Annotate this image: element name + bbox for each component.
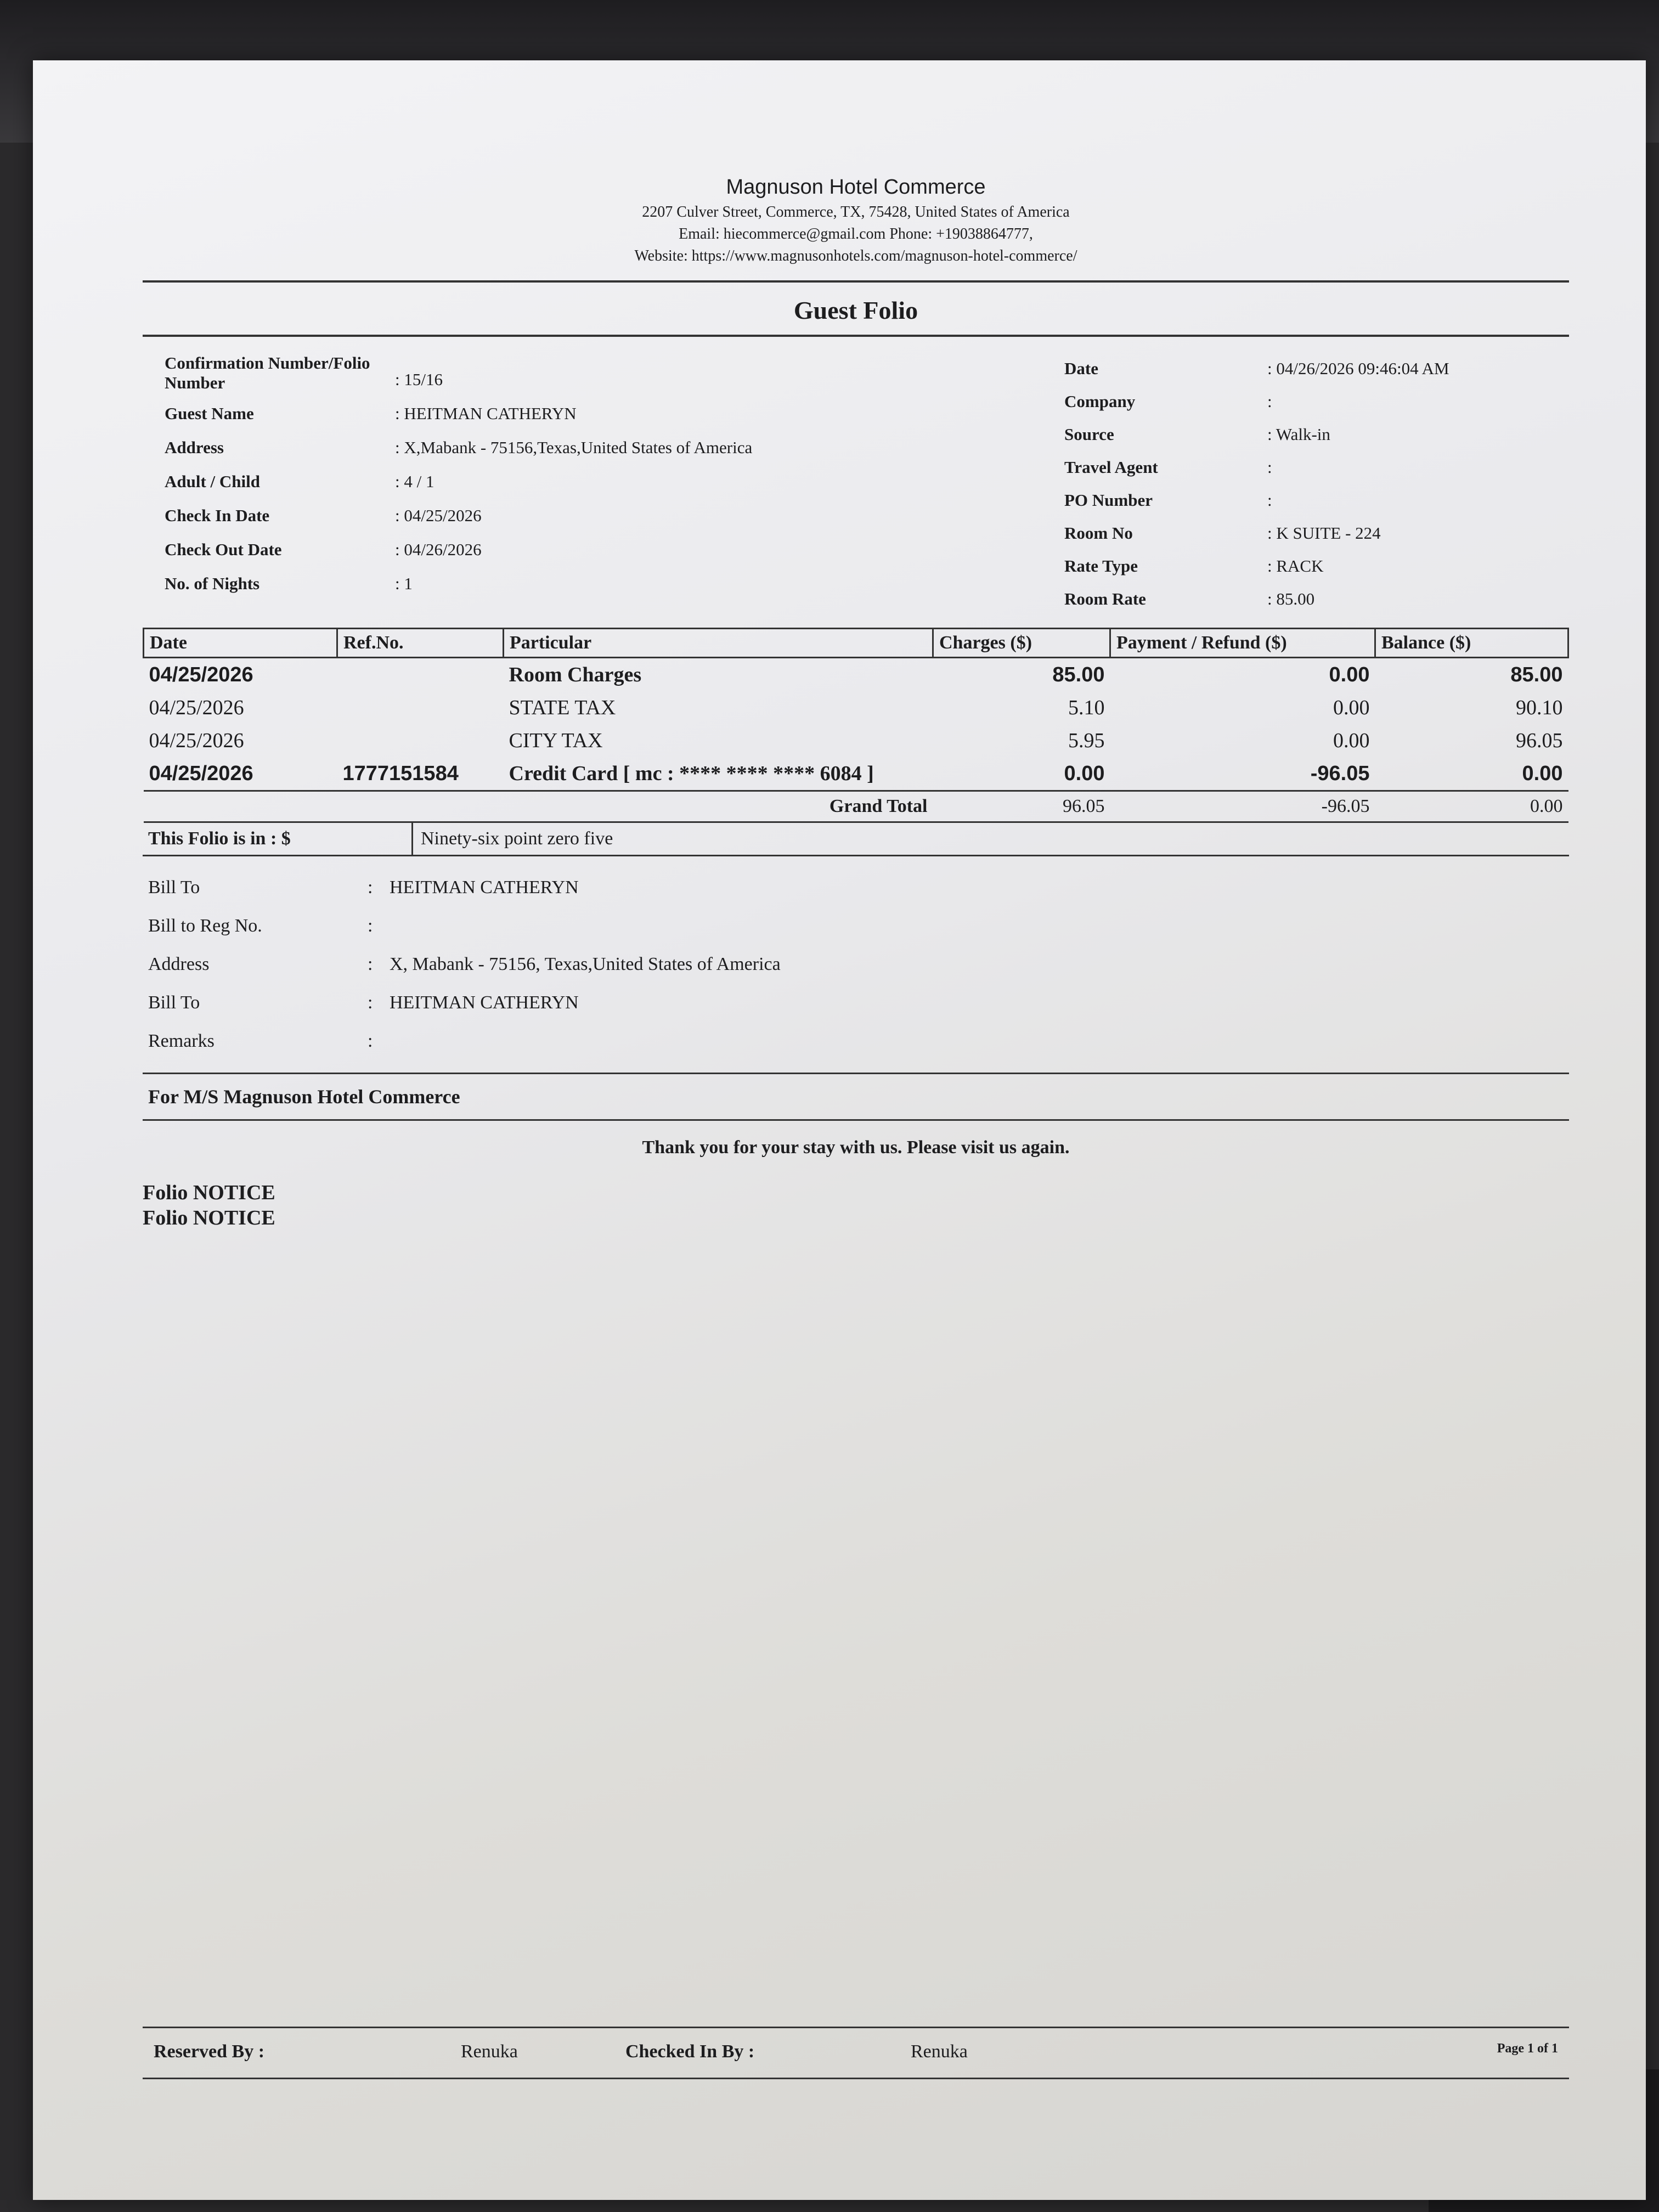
hotel-contact: Email: hiecommerce@gmail.com Phone: +19038864777, bbox=[679, 225, 1033, 242]
room-rate-label: Room Rate bbox=[1064, 589, 1146, 608]
folio-ledger bbox=[143, 628, 1569, 823]
row-date: 04/25/2026 bbox=[149, 696, 244, 719]
reserved-by-value: Renuka bbox=[461, 2041, 518, 2062]
row-ref bbox=[337, 691, 504, 724]
hotel-website: Website: https://www.magnusonhotels.com/magnuson-hotel-commerce/ bbox=[634, 247, 1077, 264]
col-balance: Balance ($) bbox=[1375, 629, 1568, 658]
row-balance: 0.00 bbox=[1522, 761, 1563, 785]
page-title: Guest Folio bbox=[793, 296, 918, 324]
bill-to2-label: Bill To bbox=[148, 992, 200, 1013]
thank-you-message: Thank you for your stay with us. Please visit us again. bbox=[642, 1137, 1070, 1158]
page-number: Page 1 of 1 bbox=[1497, 2041, 1558, 2056]
date-value: : 04/26/2026 09:46:04 AM bbox=[1267, 359, 1449, 378]
travel-agent-label: Travel Agent bbox=[1064, 458, 1158, 477]
reserved-by-label: Reserved By : bbox=[154, 2041, 265, 2062]
bill-address-value: X, Mabank - 75156, Texas,United States of America bbox=[390, 954, 781, 974]
room-no-value: : K SUITE - 224 bbox=[1267, 523, 1381, 543]
check-in-value: : 04/25/2026 bbox=[395, 506, 482, 525]
folio-footer bbox=[143, 2027, 1569, 2079]
company-label: Company bbox=[1064, 392, 1136, 411]
bill-address-row: Address : X, Mabank - 75156, Texas,United States of America bbox=[148, 954, 781, 974]
grand-total-payment: -96.05 bbox=[1110, 791, 1375, 822]
row-balance: 90.10 bbox=[1516, 696, 1563, 719]
hotel-header bbox=[143, 176, 1569, 265]
table-row bbox=[144, 757, 1568, 791]
bill-to-row: Bill To : HEITMAN CATHERYN bbox=[148, 877, 579, 898]
source-value: : Walk-in bbox=[1267, 425, 1330, 444]
amount-in-words bbox=[143, 823, 1569, 856]
guest-info bbox=[143, 337, 1569, 608]
po-number-value: : bbox=[1267, 490, 1272, 510]
row-balance: 96.05 bbox=[1516, 729, 1563, 752]
col-ref: Ref.No. bbox=[337, 629, 504, 658]
folio-notices bbox=[143, 1180, 1569, 1231]
rate-type-value: : RACK bbox=[1267, 556, 1324, 575]
check-out-value: : 04/26/2026 bbox=[395, 540, 482, 559]
grand-total-charges: 96.05 bbox=[933, 791, 1110, 822]
folio-notice: Folio NOTICE bbox=[143, 1181, 275, 1204]
col-payment: Payment / Refund ($) bbox=[1110, 629, 1375, 658]
folio-paper bbox=[33, 60, 1646, 2200]
bill-to-value: HEITMAN CATHERYN bbox=[390, 877, 579, 898]
nights-value: : 1 bbox=[395, 574, 413, 593]
confirmation-value: : 15/16 bbox=[395, 370, 443, 389]
bill-to2-value: HEITMAN CATHERYN bbox=[390, 992, 579, 1013]
folio-sheet bbox=[143, 159, 1569, 2079]
guest-name-value: : HEITMAN CATHERYN bbox=[395, 404, 577, 423]
bill-to-label: Bill To bbox=[148, 877, 200, 898]
nights-label: No. of Nights bbox=[165, 574, 260, 593]
date-label: Date bbox=[1064, 359, 1098, 378]
row-payment: 0.00 bbox=[1333, 696, 1370, 719]
billing-section bbox=[143, 856, 1569, 1074]
table-row bbox=[144, 724, 1568, 757]
check-in-label: Check In Date bbox=[165, 506, 270, 525]
row-date: 04/25/2026 bbox=[149, 729, 244, 752]
checked-in-by-label: Checked In By : bbox=[625, 2041, 755, 2062]
col-date: Date bbox=[144, 629, 337, 658]
travel-agent-value: : bbox=[1267, 458, 1272, 477]
row-ref bbox=[337, 658, 504, 692]
bill-address-label: Address bbox=[148, 954, 210, 974]
row-date: 04/25/2026 bbox=[149, 761, 253, 785]
ledger-header-row bbox=[144, 629, 1568, 658]
adult-child-label: Adult / Child bbox=[165, 472, 261, 491]
grand-total-row bbox=[144, 791, 1568, 822]
adult-child-value: : 4 / 1 bbox=[395, 472, 435, 491]
rate-type-label: Rate Type bbox=[1064, 556, 1138, 575]
row-date: 04/25/2026 bbox=[149, 663, 253, 686]
confirmation-label: Confirmation Number/Folio Number bbox=[165, 353, 370, 392]
remarks-row: Remarks : bbox=[148, 1031, 373, 1051]
folio-notice: Folio NOTICE bbox=[143, 1206, 275, 1229]
bill-to2-row: Bill To : HEITMAN CATHERYN bbox=[148, 992, 579, 1013]
row-particular: STATE TAX bbox=[509, 696, 616, 719]
guest-name-label: Guest Name bbox=[165, 404, 254, 423]
po-number-label: PO Number bbox=[1064, 490, 1153, 510]
row-ref: 1777151584 bbox=[342, 761, 459, 785]
divider bbox=[143, 280, 1569, 283]
amount-words-label: This Folio is in : $ bbox=[143, 823, 413, 855]
hotel-name: Magnuson Hotel Commerce bbox=[726, 176, 986, 199]
room-no-label: Room No bbox=[1064, 523, 1133, 543]
address-label: Address bbox=[165, 438, 224, 457]
remarks-label: Remarks bbox=[148, 1031, 215, 1051]
row-payment: 0.00 bbox=[1329, 663, 1370, 686]
row-charges: 5.95 bbox=[1068, 729, 1105, 752]
checked-in-by-value: Renuka bbox=[911, 2041, 968, 2062]
row-particular: Credit Card [ mc : **** **** **** 6084 ] bbox=[509, 762, 874, 785]
grand-total-label: Grand Total bbox=[504, 791, 933, 822]
table-row bbox=[144, 691, 1568, 724]
amount-words-value: Ninety-six point zero five bbox=[421, 828, 613, 849]
reg-no-row: Bill to Reg No. : bbox=[148, 916, 373, 936]
for-company: For M/S Magnuson Hotel Commerce bbox=[143, 1074, 1569, 1121]
row-charges: 5.10 bbox=[1068, 696, 1105, 719]
row-payment: -96.05 bbox=[1310, 761, 1370, 785]
grand-total-balance: 0.00 bbox=[1375, 791, 1568, 822]
row-ref bbox=[337, 724, 504, 757]
reg-no-label: Bill to Reg No. bbox=[148, 916, 262, 936]
row-charges: 85.00 bbox=[1052, 663, 1105, 686]
row-particular: CITY TAX bbox=[509, 729, 603, 752]
row-balance: 85.00 bbox=[1510, 663, 1563, 686]
check-out-label: Check Out Date bbox=[165, 540, 282, 559]
address-value: : X,Mabank - 75156,Texas,United States of America bbox=[395, 438, 753, 457]
row-payment: 0.00 bbox=[1333, 729, 1370, 752]
room-rate-value: : 85.00 bbox=[1267, 589, 1315, 608]
table-row bbox=[144, 658, 1568, 692]
hotel-address: 2207 Culver Street, Commerce, TX, 75428, United States of America bbox=[642, 204, 1070, 221]
row-charges: 0.00 bbox=[1064, 761, 1105, 785]
company-value: : bbox=[1267, 392, 1272, 411]
row-particular: Room Charges bbox=[509, 663, 642, 686]
col-charges: Charges ($) bbox=[933, 629, 1110, 658]
source-label: Source bbox=[1064, 425, 1114, 444]
col-particular: Particular bbox=[504, 629, 933, 658]
